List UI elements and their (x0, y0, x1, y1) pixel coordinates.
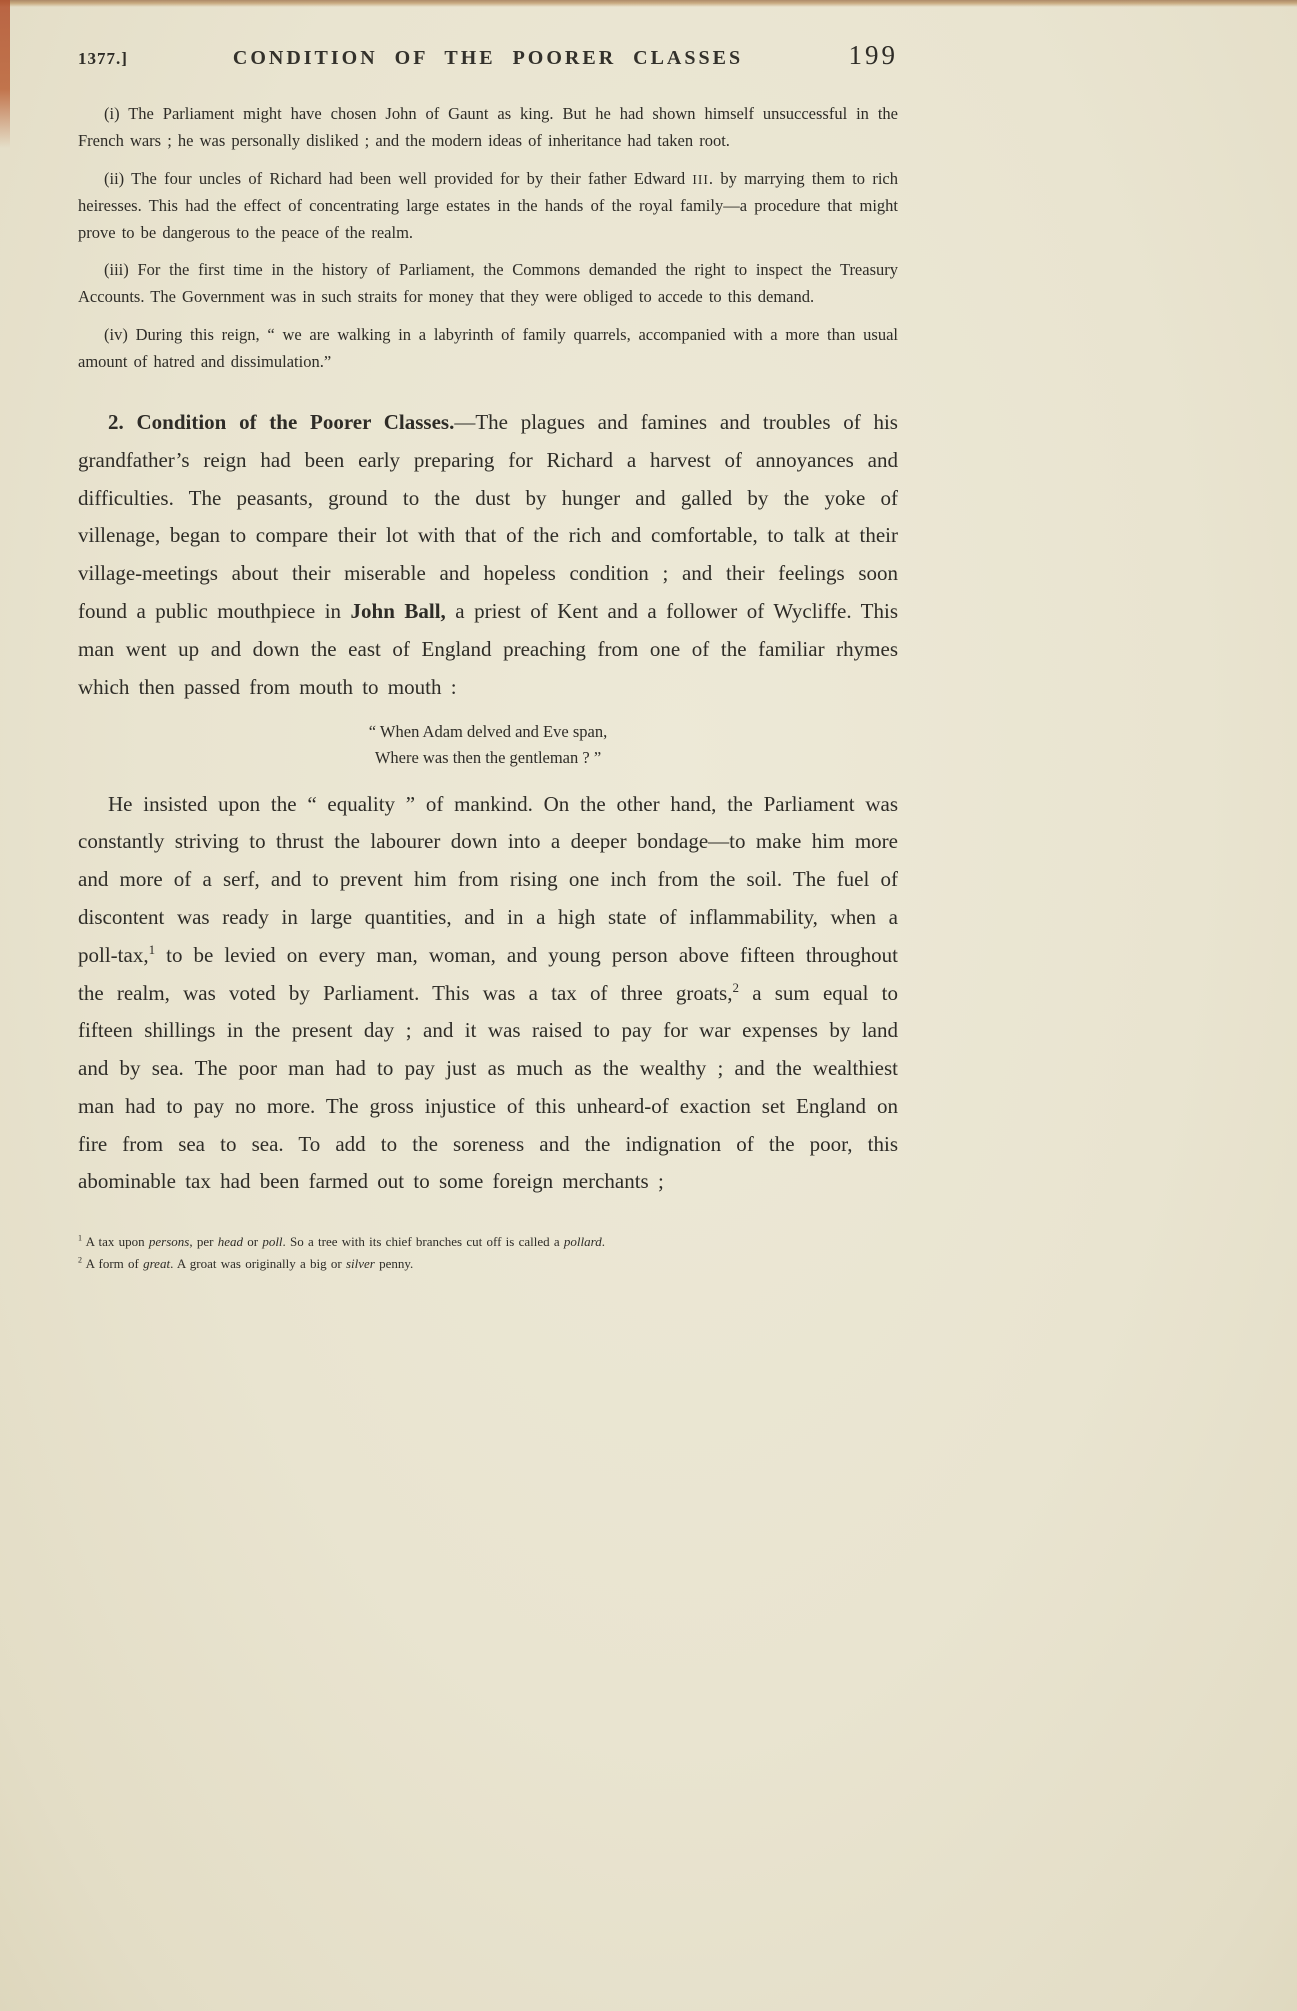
page-content (78, 40, 898, 1274)
margin-year-label: 1377.] (78, 49, 128, 68)
note-paragraph-i: (i) The Parliament might have chosen John of Gaunt as king. But he had shown himself unsuccessful in the French wars ; he was personally disliked ; and the modern ideas of inheritance had taken root. (78, 104, 898, 150)
scan-artifact-top-edge (0, 0, 1297, 7)
rhyme-line-1: “ When Adam delved and Eve span, (368, 722, 608, 742)
page-number: 199 (848, 40, 898, 70)
note-paragraph-ii: (ii) The four uncles of Richard had been well provided for by their father Edward III. by marrying them to rich heiresses. This had the effect of concentrating large estates in the hands of the royal family—a procedure that might prove to be dangerous to the peace of the realm. (78, 168, 898, 242)
running-header-title: CONDITION OF THE POORER CLASSES (232, 47, 744, 69)
rhyme-line-2: Where was then the gentleman ? ” (374, 747, 602, 767)
scan-artifact-left-edge (0, 0, 10, 148)
footnote-1: $^1$ A tax upon persons, per head or poll. So a tree with its chief branches cut off is called a pollard. (78, 1233, 605, 1250)
body-paragraph: He insisted upon the “ equality ” of mankind. On the other hand, the Parliament was constantly striving to thrust the labourer down into a deeper bondage—to make him more and more of a serf, and to prevent him from rising one inch from the soil. The fuel of discontent was ready in large quantities, and in a high state of inflammability, when a poll-tax,$^1$ to be levied on every man, woman, and young person above fifteen throughout the realm, was voted by Parliament. This was a tax of three groats,$^2$ a sum equal to fifteen shillings in the present day ; and it was raised to pay for war expenses by land and by sea. The poor man had to pay just as much as the wealthy ; and the wealthiest man had to pay no more. The gross injustice of this unheard-of exaction set England on fire from sea to sea. To add to the soreness and the indignation of the poor, this abominable tax had been farmed out to some foreign merchants ; (78, 791, 899, 1194)
footnotes-block (78, 1231, 898, 1274)
page-header (78, 40, 898, 71)
footnote-2: $^2$ A form of great. A groat was originally a big or silver penny. (78, 1255, 414, 1271)
note-paragraph-iv: (iv) During this reign, “ we are walking in a labyrinth of family quarrels, accompanied with a more than usual amount of hatred and dissimulation.” (78, 325, 898, 372)
note-paragraph-iii: (iii) For the first time in the history of Parliament, the Commons demanded the right to inspect the Treasury Accounts. The Government was in such straits for money that they were obliged to accede to this demand. (78, 260, 898, 307)
rhyme-quotation (78, 719, 898, 770)
section-heading-paragraph: 2. Condition of the Poorer Classes.—The plagues and famines and troubles of his grandfather’s reign had been early preparing for Richard a harvest of annoyances and difficulties. The peasants, ground to the dust by hunger and galled by the yoke of villenage, began to compare their lot with that of the rich and comfortable, to talk at their village-meetings about their miserable and hopeless condition ; and their feelings soon found a public mouthpiece in John Ball, a priest of Kent and a follower of Wycliffe. This man went up and down the east of England preaching from one of the familiar rhymes which then passed from mouth to mouth : (78, 410, 899, 699)
